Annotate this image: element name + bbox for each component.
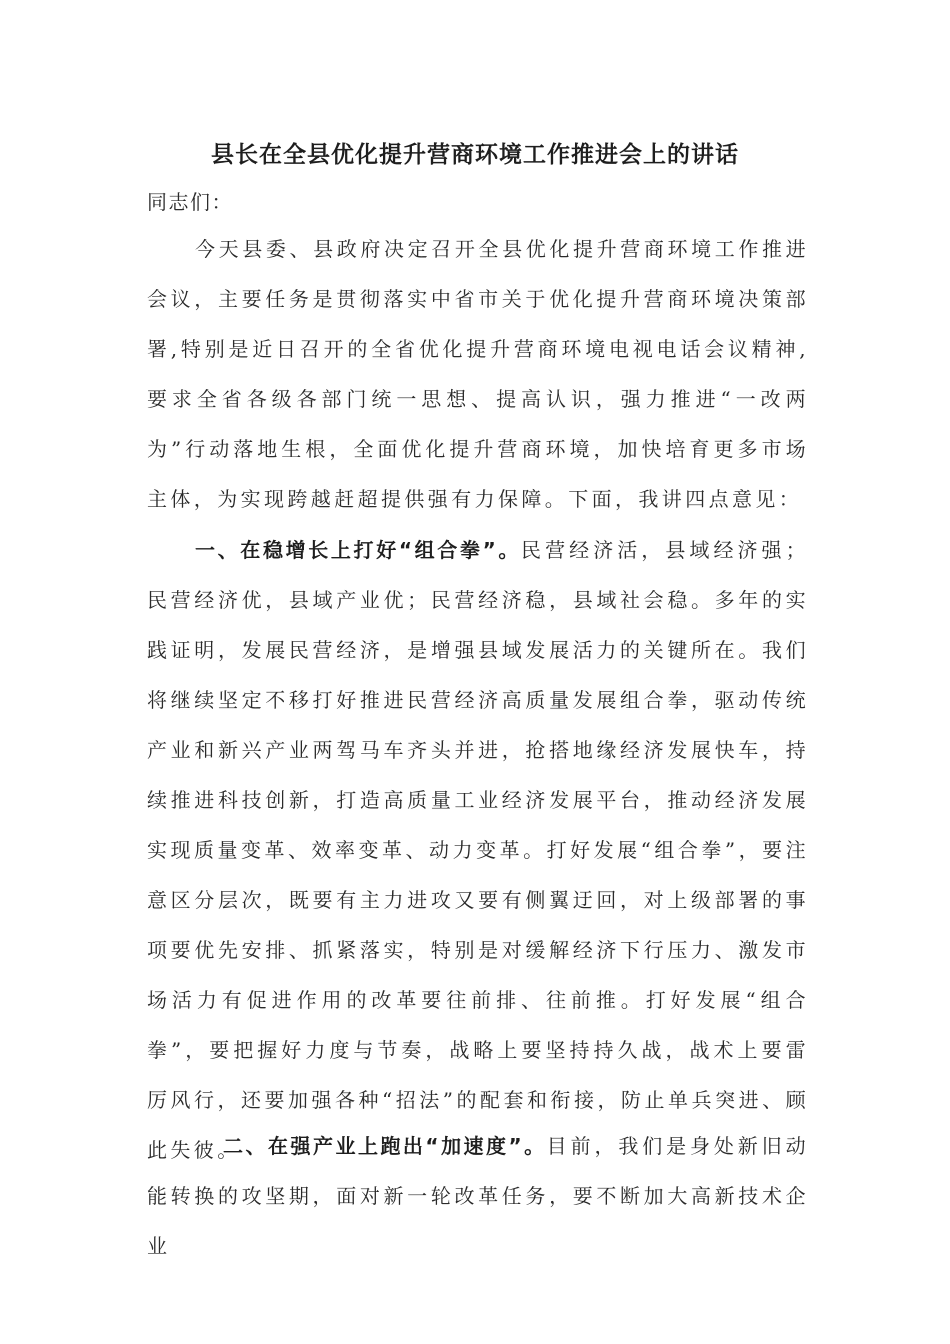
section-paragraph-2 — [147, 1121, 809, 1271]
intro-paragraph: 今天县委、县政府决定召开全县优化提升营商环境工作推进会议，主要任务是贯彻落实中省市关于优化提升营商环境决策部署,特别是近日召开的全省优化提升营商环境电视电话会议精神,要求全省各级各部门统一思想、提高认识，强力推进“一改两为”行动落地生根，全面优化提升营商环境，加快培育更多市场主体，为实现跨越赶超提供强有力保障。下面，我讲四点意见： — [147, 237, 809, 511]
document-title: 县长在全县优化提升营商环境工作推进会上的讲话 — [211, 142, 739, 168]
section-body-1: 民营经济活，县域经济强；民营经济优，县域产业优；民营经济稳，县域社会稳。多年的实践证明，发展民营经济，是增强县域发展活力的关键所在。我们将继续坚定不移打好推进民营经济高质量发展组合拳，驱动传统产业和新兴产业两驾马车齐头并进，抢搭地缘经济发展快车，持续推进科技创新，打造高质量工业经济发展平台，推动经济发展实现质量变革、效率变革、动力变革。打好发展“组合拳”，要注意区分层次，既要有主力进攻又要有侧翼迂回，对上级部署的事项要优先安排、抓紧落实，特别是对缓解经济下行压力、激发市场活力有促进作用的改革要往前排、往前推。打好发展“组合拳”，要把握好力度与节奏，战略上要坚持持久战，战术上要雷厉风行，还要加强各种“招法”的配套和衔接，防止单兵突进、顾此失彼。 — [147, 538, 809, 1162]
salutation: 同志们： — [147, 190, 233, 214]
section-heading-2: 二、在强产业上跑出“加速度”。 — [223, 1134, 547, 1158]
section-paragraph-1 — [147, 525, 809, 1175]
section-body-2: 目前，我们是身处新旧动能转换的攻坚期，面对新一轮改革任务，要不断加大高新技术企业 — [147, 1134, 809, 1258]
section-heading-1: 一、在稳增长上打好“组合拳”。 — [195, 538, 522, 562]
